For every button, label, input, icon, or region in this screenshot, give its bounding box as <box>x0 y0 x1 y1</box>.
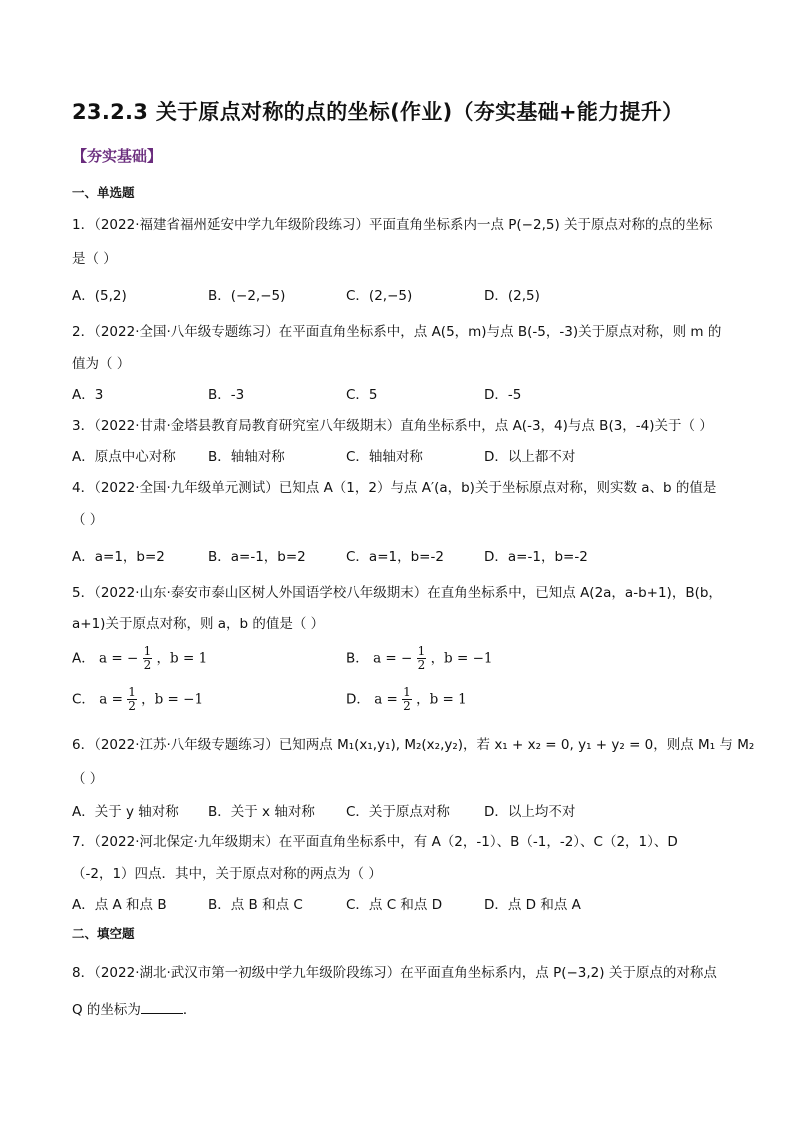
q4-stem-line2: （ ） <box>72 512 104 528</box>
page-title: 23.2.3 关于原点对称的点的坐标(作业)（夯实基础+能力提升） <box>72 100 684 124</box>
q5-option-a <box>72 645 207 672</box>
q7-option-c: C．点 C 和点 D <box>346 897 443 913</box>
q5-option-b-post: ，b = −1 <box>430 650 493 667</box>
answer-blank <box>141 1001 183 1014</box>
q6-option-d: D．以上均不对 <box>484 804 576 820</box>
q4-option-c: C．a=1，b=-2 <box>346 549 444 565</box>
q4-stem-line1: 4．（2022·全国·九年级单元测试）已知点 A（1，2）与点 A′(a，b)关于坐标原点对称，则实数 a、b 的值是 <box>72 480 717 496</box>
q7-stem-line1: 7．（2022·河北保定·九年级期末）在平面直角坐标系中，有 A（2，-1）、B（-1，-2）、C（2，1）、D <box>72 834 678 850</box>
q3-option-b: B．轴轴对称 <box>208 449 285 465</box>
q1-option-b: B．(−2,−5) <box>208 288 286 304</box>
fraction-denominator: 2 <box>417 658 426 672</box>
q5-option-a-fraction <box>143 645 153 672</box>
q8-stem-line2-pre: Q 的坐标为 <box>72 1002 141 1018</box>
q5-option-c-pre: a = <box>99 691 128 708</box>
fraction-numerator: 1 <box>417 644 426 658</box>
q8-stem-line1: 8．（2022·湖北·武汉市第一初级中学九年级阶段练习）在平面直角坐标系内，点 P(−3,2) 关于原点的对称点 <box>72 965 717 981</box>
q1-stem-line1: 1．（2022·福建省福州延安中学九年级阶段练习）平面直角坐标系内一点 P(−2,5) 关于原点对称的点的坐标 <box>72 217 713 233</box>
q5-option-a-pre: a = − <box>99 650 139 667</box>
q3-option-c: C．轴轴对称 <box>346 449 423 465</box>
q6-option-a: A．关于 y 轴对称 <box>72 804 179 820</box>
q5-option-a-label: A． <box>72 650 95 667</box>
q7-option-b: B．点 B 和点 C <box>208 897 303 913</box>
q5-option-d-post: ，b = 1 <box>416 691 467 708</box>
q5-option-b-label: B． <box>346 650 369 667</box>
q2-stem-line2: 值为（ ） <box>72 356 131 372</box>
q3-option-d: D．以上都不对 <box>484 449 576 465</box>
q6-stem-line1: 6．（2022·江苏·八年级专题练习）已知两点 M₁(x₁,y₁), M₂(x₂,y₂)，若 x₁ + x₂ = 0, y₁ + y₂ = 0，则点 M₁ 与 M₂ <box>72 737 755 753</box>
q1-stem-line2: 是（ ） <box>72 251 117 267</box>
q1-option-d: D．(2,5) <box>484 288 540 304</box>
part2-heading: 二、填空题 <box>72 926 135 941</box>
q5-option-c-label: C． <box>72 691 95 708</box>
q7-option-a: A．点 A 和点 B <box>72 897 167 913</box>
q6-option-b: B．关于 x 轴对称 <box>208 804 315 820</box>
fraction-numerator: 1 <box>403 685 411 699</box>
q3-stem-line1: 3．（2022·甘肃·金塔县教育局教育研究室八年级期末）直角坐标系中，点 A(-3，4)与点 B(3，-4)关于（ ） <box>72 418 713 434</box>
q7-stem-line2: （-2，1）四点．其中，关于原点对称的两点为（ ） <box>72 866 382 882</box>
q5-option-d-fraction <box>402 686 412 713</box>
part1-heading: 一、单选题 <box>72 185 135 200</box>
q5-option-c-post: ，b = −1 <box>141 691 204 708</box>
q2-option-a: A．3 <box>72 387 104 403</box>
q5-stem-line2: a+1)关于原点对称，则 a，b 的值是（ ） <box>72 616 325 632</box>
q4-option-a: A．a=1，b=2 <box>72 549 165 565</box>
q5-option-c-fraction <box>127 686 137 713</box>
q2-option-d: D．-5 <box>484 387 522 403</box>
q7-option-d: D．点 D 和点 A <box>484 897 581 913</box>
q4-option-d: D．a=-1，b=-2 <box>484 549 588 565</box>
q5-option-d-label: D． <box>346 691 370 708</box>
q5-option-a-post: ，b = 1 <box>156 650 208 667</box>
fraction-denominator: 2 <box>143 658 152 672</box>
q5-option-c <box>72 686 203 713</box>
q6-option-c: C．关于原点对称 <box>346 804 450 820</box>
q2-stem-line1: 2．（2022·全国·八年级专题练习）在平面直角坐标系中，点 A(5，m)与点 B(-5，-3)关于原点对称，则 m 的 <box>72 324 722 340</box>
fraction-denominator: 2 <box>128 699 136 713</box>
q5-option-d-pre: a = <box>374 691 403 708</box>
q1-option-a: A．(5,2) <box>72 288 127 304</box>
fraction-numerator: 1 <box>128 685 136 699</box>
q1-option-c: C．(2,−5) <box>346 288 413 304</box>
q4-option-b: B．a=-1，b=2 <box>208 549 306 565</box>
q5-option-b-fraction <box>417 645 427 672</box>
q5-option-b <box>346 645 493 672</box>
q5-stem-line1: 5．（2022·山东·泰安市泰山区树人外国语学校八年级期末）在直角坐标系中，已知点 A(2a，a-b+1)，B(b， <box>72 585 722 601</box>
q8-stem-line2 <box>72 998 196 1018</box>
fraction-denominator: 2 <box>403 699 411 713</box>
q5-option-d <box>346 686 467 713</box>
q5-option-b-pre: a = − <box>373 650 413 667</box>
q2-option-b: B．-3 <box>208 387 245 403</box>
fraction-numerator: 1 <box>143 644 152 658</box>
q2-option-c: C．5 <box>346 387 378 403</box>
q3-option-a: A．原点中心对称 <box>72 449 176 465</box>
q6-stem-line2: （ ） <box>72 771 104 787</box>
q8-stem-line2-post: ． <box>182 1002 197 1018</box>
section-heading: 【夯实基础】 <box>72 147 163 165</box>
